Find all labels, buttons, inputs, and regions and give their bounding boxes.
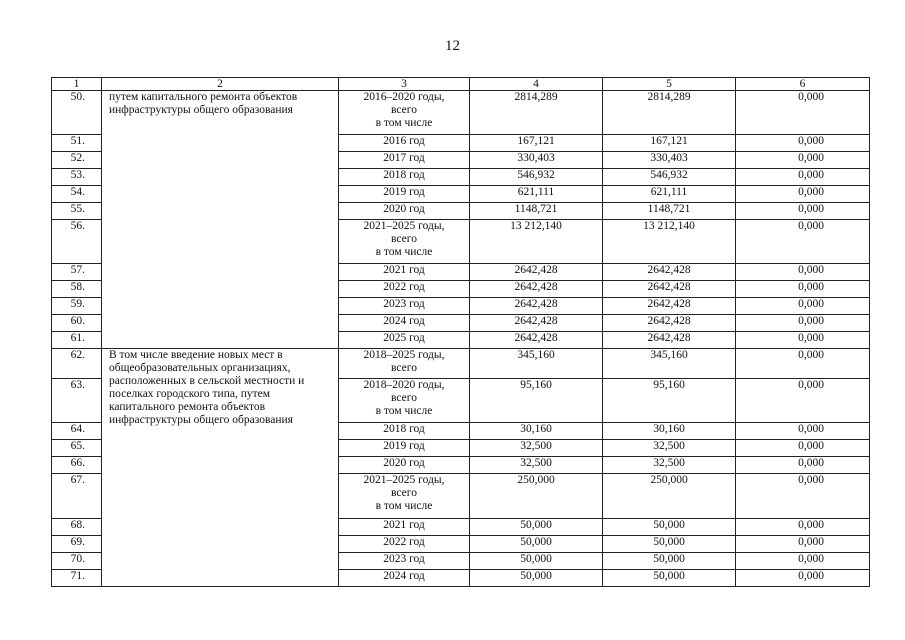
cell-col4: 95,160 [470,379,603,423]
row-period: 2018 год [339,169,470,186]
cell-col5: 2642,428 [603,298,736,315]
cell-col5: 2642,428 [603,281,736,298]
row-number: 58. [52,281,102,298]
cell-col6: 0,000 [736,203,870,220]
row-number: 65. [52,440,102,457]
cell-col6: 0,000 [736,298,870,315]
cell-col6: 0,000 [736,281,870,298]
row-period: 2021 год [339,519,470,536]
row-number: 63. [52,379,102,423]
cell-col5: 2642,428 [603,264,736,281]
column-header: 1 [52,78,102,91]
row-number: 71. [52,570,102,587]
row-number: 51. [52,135,102,152]
column-header: 5 [603,78,736,91]
cell-col4: 2642,428 [470,298,603,315]
column-header: 6 [736,78,870,91]
row-period: 2021–2025 годы, всего в том числе [339,220,470,264]
cell-col5: 50,000 [603,570,736,587]
row-period: 2018–2020 годы, всего в том числе [339,379,470,423]
cell-col6: 0,000 [736,332,870,349]
cell-col5: 32,500 [603,440,736,457]
table-row [52,91,870,135]
row-number: 69. [52,536,102,553]
row-number: 61. [52,332,102,349]
cell-col4: 32,500 [470,440,603,457]
cell-col6: 0,000 [736,553,870,570]
row-number: 53. [52,169,102,186]
cell-col5: 546,932 [603,169,736,186]
cell-col5: 330,403 [603,152,736,169]
cell-col6: 0,000 [736,91,870,135]
cell-col6: 0,000 [736,315,870,332]
cell-col5: 2642,428 [603,332,736,349]
row-period: 2022 год [339,281,470,298]
cell-col4: 50,000 [470,536,603,553]
row-period: 2021 год [339,264,470,281]
cell-col5: 2814,289 [603,91,736,135]
cell-col6: 0,000 [736,186,870,203]
cell-col6: 0,000 [736,169,870,186]
row-period: 2016 год [339,135,470,152]
cell-col4: 13 212,140 [470,220,603,264]
cell-col4: 50,000 [470,553,603,570]
cell-col5: 50,000 [603,553,736,570]
row-period: 2024 год [339,570,470,587]
row-period: 2016–2020 годы, всего в том числе [339,91,470,135]
cell-col6: 0,000 [736,423,870,440]
page-number: 12 [445,38,460,54]
cell-col4: 32,500 [470,457,603,474]
cell-col5: 50,000 [603,519,736,536]
cell-col5: 1148,721 [603,203,736,220]
cell-col4: 167,121 [470,135,603,152]
row-period: 2020 год [339,203,470,220]
row-period: 2021–2025 годы, всего в том числе [339,474,470,519]
row-description: путем капитального ремонта объектов инфраструктуры общего образования [102,91,339,349]
row-period: 2018 год [339,423,470,440]
row-number: 60. [52,315,102,332]
row-number: 57. [52,264,102,281]
row-number: 67. [52,474,102,519]
column-header: 2 [102,78,339,91]
cell-col5: 250,000 [603,474,736,519]
row-period: 2023 год [339,553,470,570]
cell-col6: 0,000 [736,440,870,457]
cell-col4: 621,111 [470,186,603,203]
cell-col6: 0,000 [736,152,870,169]
cell-col6: 0,000 [736,264,870,281]
cell-col4: 2642,428 [470,315,603,332]
cell-col6: 0,000 [736,135,870,152]
cell-col4: 546,932 [470,169,603,186]
cell-col4: 30,160 [470,423,603,440]
row-number: 68. [52,519,102,536]
cell-col6: 0,000 [736,457,870,474]
row-period: 2019 год [339,186,470,203]
cell-col6: 0,000 [736,570,870,587]
cell-col6: 0,000 [736,519,870,536]
row-number: 66. [52,457,102,474]
column-header: 3 [339,78,470,91]
cell-col5: 50,000 [603,536,736,553]
cell-col5: 95,160 [603,379,736,423]
cell-col4: 2642,428 [470,264,603,281]
row-number: 59. [52,298,102,315]
row-period: 2025 год [339,332,470,349]
cell-col6: 0,000 [736,536,870,553]
cell-col4: 330,403 [470,152,603,169]
table-header-row [52,78,870,91]
cell-col4: 50,000 [470,570,603,587]
row-period: 2024 год [339,315,470,332]
table-row [52,349,870,379]
row-number: 52. [52,152,102,169]
cell-col5: 621,111 [603,186,736,203]
row-number: 55. [52,203,102,220]
row-period: 2022 год [339,536,470,553]
row-period: 2018–2025 годы, всего [339,349,470,379]
cell-col4: 345,160 [470,349,603,379]
cell-col6: 0,000 [736,379,870,423]
cell-col6: 0,000 [736,220,870,264]
cell-col5: 13 212,140 [603,220,736,264]
row-number: 56. [52,220,102,264]
cell-col4: 250,000 [470,474,603,519]
row-description: В том числе введение новых мест в общеобразовательных организациях, расположенных в сельской местности и поселках городского типа, путем капитального ремонта объектов инфраструктуры общего образования [102,349,339,587]
row-period: 2017 год [339,152,470,169]
row-period: 2019 год [339,440,470,457]
cell-col5: 2642,428 [603,315,736,332]
cell-col6: 0,000 [736,349,870,379]
cell-col5: 345,160 [603,349,736,379]
data-table [51,77,870,587]
row-period: 2023 год [339,298,470,315]
cell-col4: 2814,289 [470,91,603,135]
row-number: 70. [52,553,102,570]
cell-col5: 167,121 [603,135,736,152]
row-period: 2020 год [339,457,470,474]
cell-col4: 2642,428 [470,332,603,349]
cell-col4: 1148,721 [470,203,603,220]
row-number: 50. [52,91,102,135]
row-number: 54. [52,186,102,203]
cell-col6: 0,000 [736,474,870,519]
cell-col5: 30,160 [603,423,736,440]
row-number: 62. [52,349,102,379]
cell-col4: 2642,428 [470,281,603,298]
cell-col5: 32,500 [603,457,736,474]
row-number: 64. [52,423,102,440]
cell-col4: 50,000 [470,519,603,536]
column-header: 4 [470,78,603,91]
